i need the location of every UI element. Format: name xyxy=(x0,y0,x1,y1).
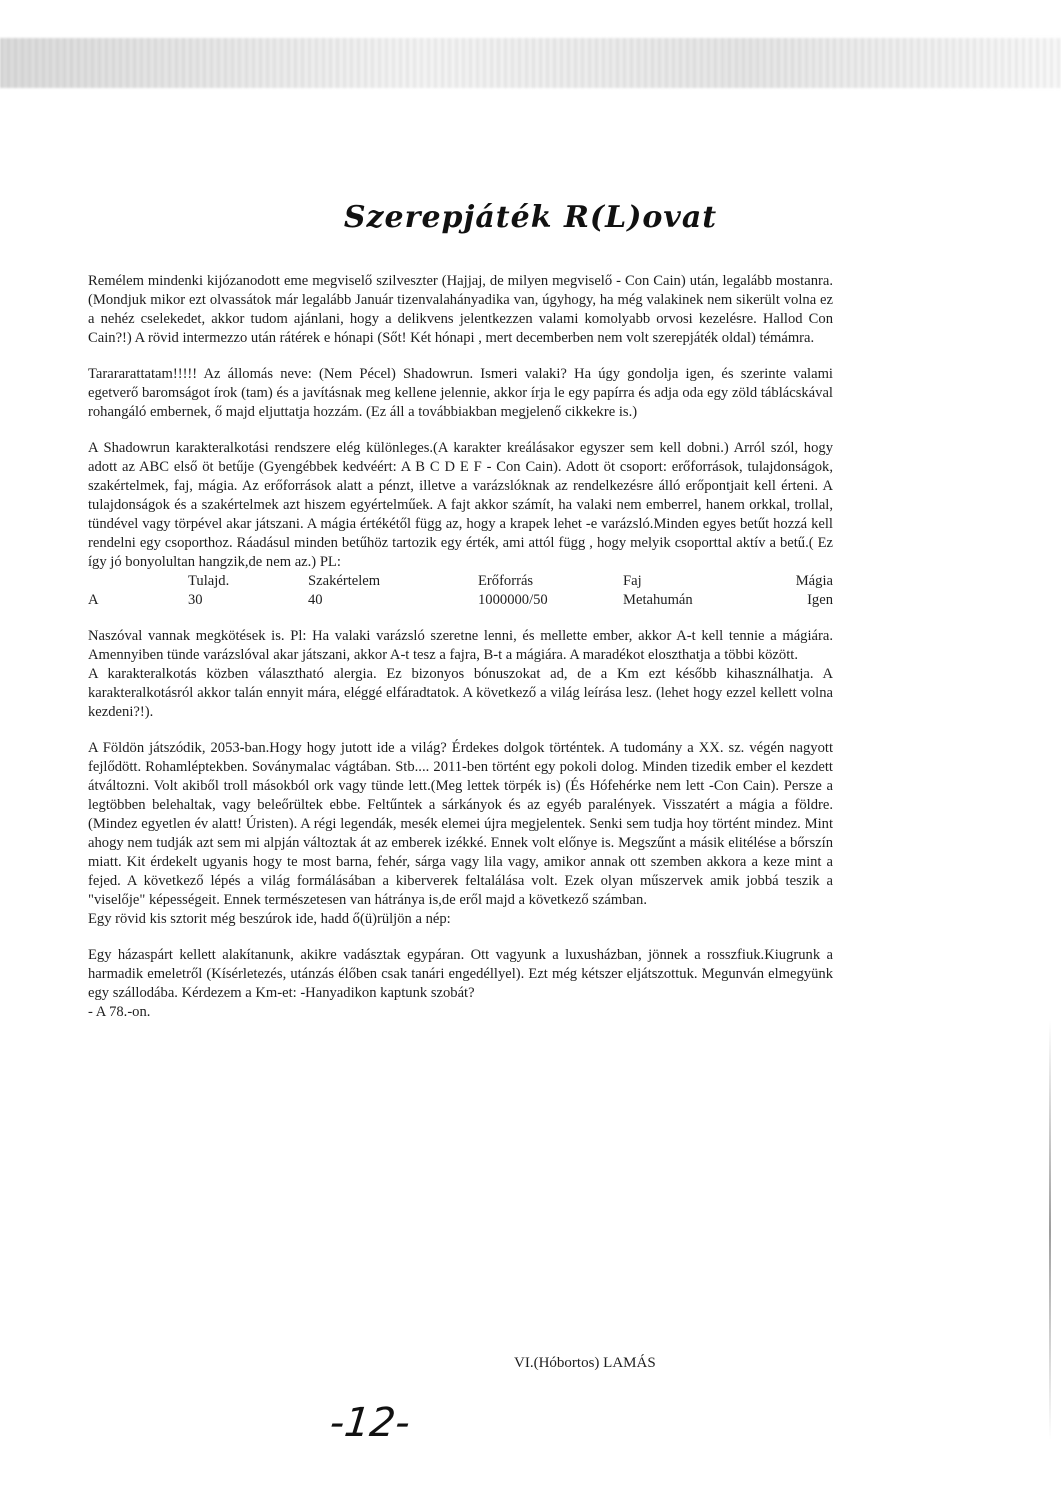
paragraph-intro: Remélem mindenki kijózanodott eme megviselő szilveszter (Hajjaj, de milyen megviselő - Con Cain) után, legalább mostanra. (Mondjuk mikor ezt olvassátok már legalább Január tizenvalahányadika van, úgyhogy, ha még valakinek nem sikerült volna ez a nehéz cselekedet, akkor tudom ajánlani, hogy a delikvens jelentkezzen valami komolyabb orvosi kezelésre. Hallod Con Cain?!) A rövid intermezzo után rátérek e hónapi (Sőt! Két hónapi , mert decemberben nem volt szerepjáték oldal) témámra. xyxy=(88,273,833,346)
table-header-cell: Mágia xyxy=(795,573,833,589)
paragraph-allergy: A karakteralkotás közben választható alergia. Ez bizonyos bónuszokat ad, de a Km ezt később kihasználhatja. A karakteralkotásról akkor talán ennyit mára, eléggé elfáradtatok. A következő a világ leírása lesz. (lehet hogy ezzel kellett volna kezdeni?!). xyxy=(88,666,833,720)
table-header-cell: Tulajd. xyxy=(188,573,230,589)
example-table xyxy=(88,572,833,610)
scan-edge xyxy=(1049,1020,1051,1440)
table-cell: 30 xyxy=(188,592,203,608)
paragraph-world: A Földön játszódik, 2053-ban.Hogy hogy jutott ide a világ? Érdekes dolgok történtek. A tudomány a XX. sz. végén nagyott fejlődött. Rohamléptekben. Soványmalac vágtában. Stb.... 2011-ben történt egy pokoli dolog. Minden tizedik ember el kezdett átváltozni. Volt akiből troll másokból ork vagy tünde lett.(Meg lettek törpék is) (És Hófehérke nem lett -Con Cain). Persze a legtöbben belehaltak, vagy beleőrültek ebbe. Feltűntek a sárkányok és az egyéb paralények. Visszatért a mágia a földre.(Mindez egyetlen év alatt! Úristen). A régi legendák, mesék elemei újra megjelentek. Senki sem tudja hoy történt mindez. Mint ahogy nem tudják azt sem mi alpján változtak át az emberek izékké. Ennek volt előnye is. Megszűnt a másik elitélése a bőrszín miatt. Kit érdekelt ugyanis hogy te most barna, fehér, sárga vagy lila vagy, amikor annak ott szemben akkora a keze mint a fejed. A következő lépés a világ formálásában a kiberverek feltalálása volt. Ezek olyan műszervek amik jobbá teszik a "viselője" képességeit. Ennek természetesen van hátránya is,de eről majd a következő számban. xyxy=(88,740,833,908)
paragraph-story: Egy házaspárt kellett alakítanunk, akikre vadásztak egypáran. Ott vagyunk a luxusházban, jönnek a rosszfiuk.Kiugrunk a harmadik emeletről (Kísérletezés, utánzás élőben csak tanári engedéllyel). Ezt még kétszer eljátszottuk. Megunván elmegyünk egy szállodába. Kérdezem a Km-et: -Hanyadikon kaptunk szobát? xyxy=(88,947,833,1001)
table-header-cell: Faj xyxy=(623,573,642,589)
table-cell: Igen xyxy=(807,592,833,608)
paragraph-restrictions: Naszóval vannak megkötések is. Pl: Ha valaki varázsló szeretne lenni, és mellette ember, akkor A-t kell tennie a mágiára. Amennyiben tünde varázslóval akar játszani, akkor A-t tesz a fajra, B-t a mágiára. A maradékot eloszthatja a többi között. xyxy=(88,628,833,663)
table-cell: Metahumán xyxy=(623,592,693,608)
page-number: -12- xyxy=(327,1400,413,1446)
paragraph-character-creation: A Shadowrun karakteralkotási rendszere elég különleges.(A karakter kreálásakor egyszer sem kell dobni.) Arról szól, hogy adott az ABC első öt betűje (Gyengébbek kedvéért: A B C D E F - Con Cain). Adott öt csoport: erőforrások, tulajdonságok, szakértelmek, faj, mágia. Az erőforrások alatt a pénzt, illetve a varázslóknak az rendelkezésre álló erőpontjait kell érteni. A tulajdonságok és a szakértelmek azt hiszem egyértelműek. A fajt akkor számít, ha valaki nem emberrel, hanem orkkal, trollal, tündével vagy törpével akar játszani. A mágia értékétől függ az, hogy a krapek lehet -e varázsló.Minden egyes betűt hozzá kell rendelni egy csoporthoz. Ráadásul minden betűhöz tartozik egy érték, ami attól függ , hogy melyik csoporttal aktív a betű.( Ez így jó bonyolultan hangzik,de nem az.) PL: xyxy=(88,440,833,570)
table-cell: 40 xyxy=(308,592,323,608)
article-body xyxy=(88,272,833,1022)
paragraph-shadowrun: Tarararattatam!!!!! Az állomás neve: (Nem Pécel) Shadowrun. Ismeri valaki? Ha úgy gondolja igen, és szerinte valami egetverő baromságot írok (tam) és a javításnak meg kellene jelennie, akkor írja le egy papírra és adja oda egy zöld táblácskával rohangáló embernek, ő majd eljuttatja hozzám. (Ez áll a továbbiakban megjelenő cikkekre is.) xyxy=(88,366,833,420)
paragraph-story-intro: Egy rövid kis sztorit még beszúrok ide, hadd ő(ü)rüljön a nép: xyxy=(88,911,451,927)
paragraph-story-punchline: - A 78.-on. xyxy=(88,1004,151,1020)
table-cell: 1000000/50 xyxy=(478,592,548,608)
table-cell: A xyxy=(88,592,99,608)
table-header-cell xyxy=(88,572,188,591)
table-header-cell: Erőforrás xyxy=(478,573,534,589)
article-title: Szerepjáték R(L)ovat xyxy=(343,200,718,235)
table-header-row xyxy=(88,572,833,591)
scan-artifact xyxy=(0,38,1061,88)
table-row xyxy=(88,591,833,610)
author-signature: VI.(Hóbortos) LAMÁS xyxy=(514,1355,656,1371)
table-header-cell: Szakértelem xyxy=(308,573,381,589)
